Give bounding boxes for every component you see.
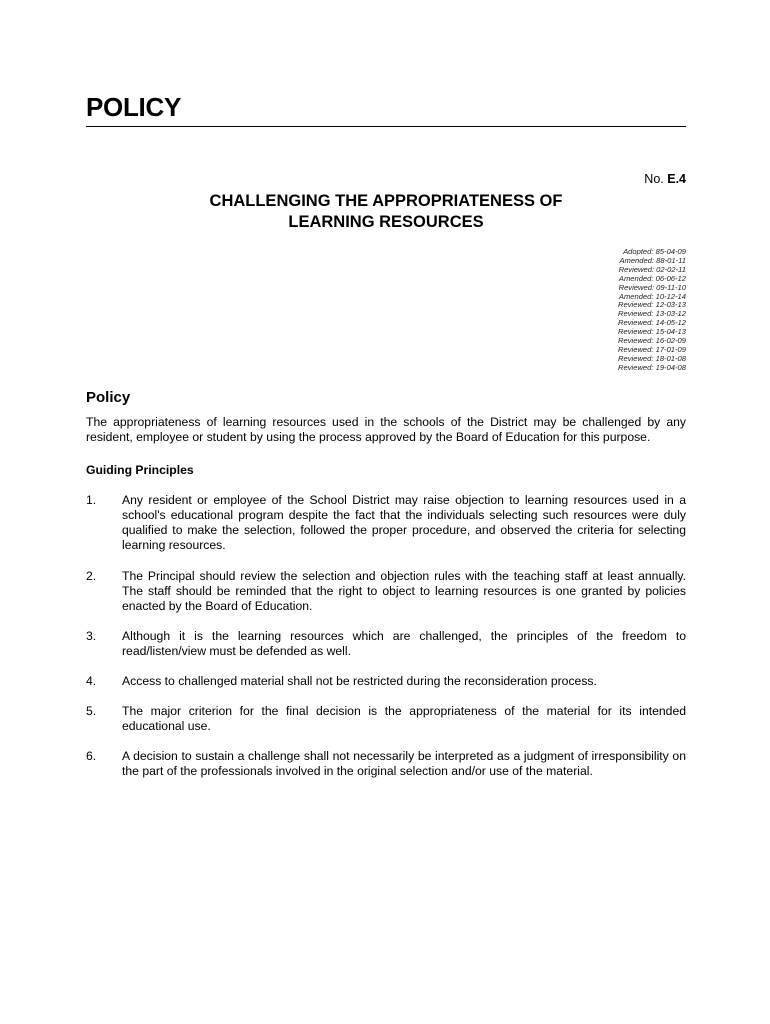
- history-entry: Reviewed: 12-03-13: [618, 300, 686, 310]
- principle-text: A decision to sustain a challenge shall not necessarily be interpreted as a judgment of irresponsibility on the part of the professionals involved in the original selection and/or use of the material.: [122, 749, 686, 778]
- history-entry: Amended: 06-06-12: [618, 273, 686, 283]
- principle-number: 1.: [86, 493, 97, 507]
- principle-item: [86, 674, 686, 689]
- history-entry: Reviewed: 17-01-09: [618, 344, 686, 354]
- principle-text: The major criterion for the final decision is the appropriateness of the material for its intended educational use.: [122, 704, 686, 733]
- history-entry: Reviewed: 13-03-12: [618, 309, 686, 319]
- history-entry: Reviewed: 14-05-12: [618, 318, 686, 328]
- principle-text: Access to challenged material shall not be restricted during the reconsideration process.: [122, 674, 597, 688]
- principle-item: [86, 629, 686, 659]
- policy-section-heading: Policy: [86, 389, 131, 406]
- principle-number: 5.: [86, 704, 97, 718]
- policy-number-prefix: No.: [644, 172, 664, 186]
- guiding-principles-heading: Guiding Principles: [86, 463, 194, 477]
- document-title-line-2: LEARNING RESOURCES: [288, 213, 484, 231]
- policy-number: [644, 172, 686, 186]
- history-entry: Reviewed: 19-04-08: [618, 362, 686, 372]
- principle-item: [86, 569, 686, 614]
- principle-number: 4.: [86, 674, 97, 688]
- history-entry: Amended: 88-01-11: [619, 255, 686, 265]
- principle-item: [86, 749, 686, 779]
- principle-number: 6.: [86, 749, 97, 763]
- history-entry: Reviewed: 15-04-13: [618, 327, 686, 337]
- principle-text: Although it is the learning resources which are challenged, the principles of the freedom to read/listen/view must be defended as well.: [122, 629, 686, 658]
- principle-number: 3.: [86, 629, 97, 643]
- policy-statement: The appropriateness of learning resources used in the schools of the District may be challenged by any resident, employee or student by using the process approved by the Board of Education for this purpose.: [86, 415, 686, 444]
- revision-history: [618, 248, 686, 373]
- history-entry: Reviewed: 16-02-09: [618, 336, 686, 346]
- policy-number-value: E.4: [667, 172, 686, 186]
- history-entry: Reviewed: 02-02-11: [618, 264, 686, 274]
- document-title-line-1: CHALLENGING THE APPROPRIATENESS OF: [209, 192, 563, 210]
- principle-number: 2.: [86, 569, 97, 583]
- header-divider: [86, 126, 686, 127]
- principle-item: [86, 704, 686, 734]
- principle-text: The Principal should review the selection and objection rules with the teaching staff at least annually. The staff should be reminded that the right to object to learning resources is one granted by policies enacted by the Board of Education.: [122, 569, 686, 613]
- history-entry: Adopted: 85-04-09: [623, 247, 686, 256]
- history-entry: Reviewed: 09-11-10: [618, 282, 686, 292]
- history-entry: Reviewed: 18-01-08: [618, 353, 686, 363]
- page-header-title: POLICY: [86, 92, 181, 122]
- principle-text: Any resident or employee of the School District may raise objection to learning resources used in a school's educational program despite the fact that the individuals selecting such resources were duly qualified to make the selection, followed the proper procedure, and observed the criteria for selecting learning resources.: [122, 493, 686, 552]
- document-title: [86, 191, 686, 233]
- history-entry: Amended: 10-12-14: [618, 291, 686, 301]
- principle-item: [86, 493, 686, 553]
